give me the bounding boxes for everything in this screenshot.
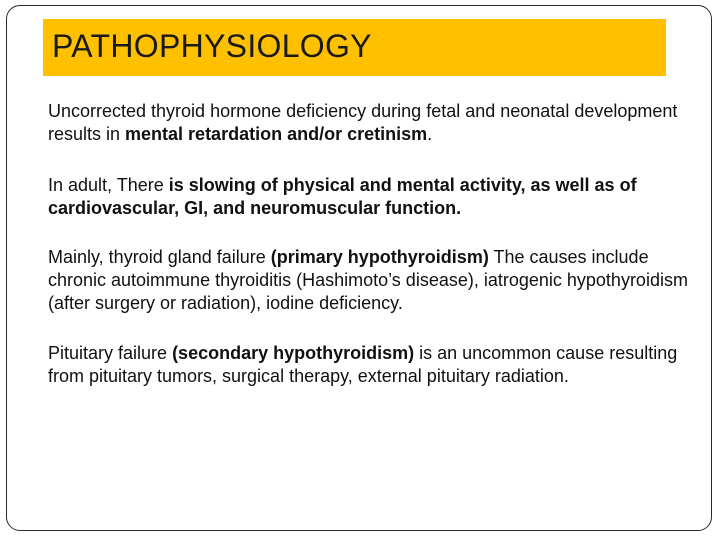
title-bar <box>43 19 666 76</box>
text-segment: . <box>427 124 433 144</box>
text-segment: The causes include chronic autoimmune thyroiditis (Hashimoto’s disease), iatrogenic hypothyroidism (after surgery or radiation), iodine deficiency. <box>48 247 688 313</box>
paragraph-congenital <box>48 100 688 146</box>
paragraph-primary <box>48 246 688 315</box>
paragraph-adult <box>48 174 688 220</box>
paragraph-secondary <box>48 342 688 388</box>
text-segment: is an uncommon cause resulting from pituitary tumors, surgical therapy, external pituitary radiation. <box>48 343 678 386</box>
bold-segment: (secondary hypothyroidism) <box>172 343 415 363</box>
text-segment: Uncorrected thyroid hormone deficiency during fetal and neonatal development results in <box>48 101 678 144</box>
text-segment: Pituitary failure <box>48 343 173 363</box>
bold-segment: (primary hypothyroidism) <box>270 247 489 267</box>
bold-segment: is slowing of physical and mental activity, as well as of cardiovascular, GI, and neuromuscular function. <box>48 175 637 218</box>
text-segment: Mainly, thyroid gland failure <box>48 247 271 267</box>
text-segment: In adult, There <box>48 175 169 195</box>
bold-segment: mental retardation and/or cretinism <box>125 124 428 144</box>
slide-title: PATHOPHYSIOLOGY <box>52 27 372 64</box>
